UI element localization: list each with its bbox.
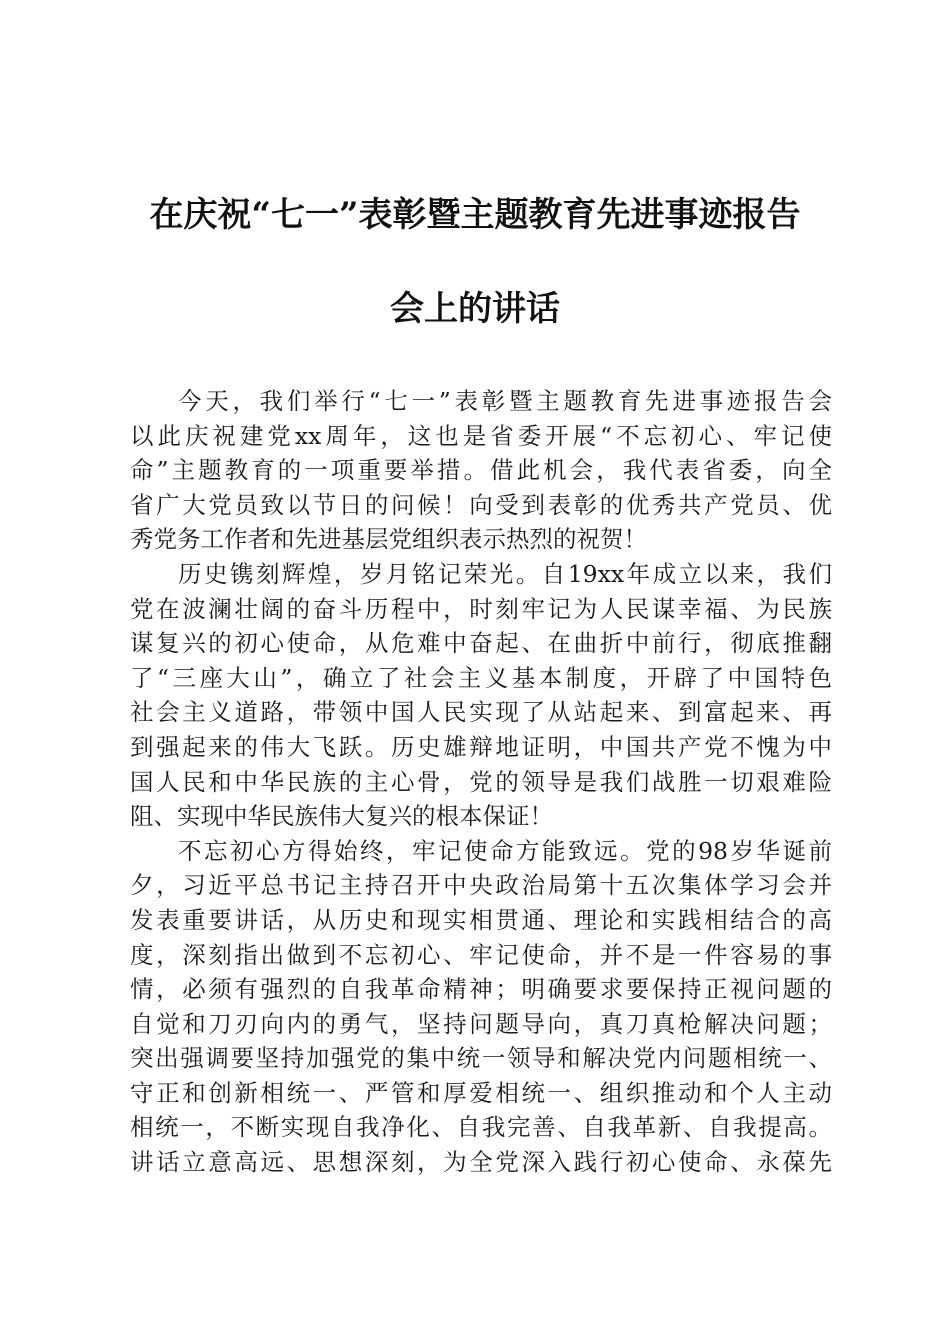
paragraph-line: 了“三座大山”，确立了社会主义基本制度，开辟了中国特色 [130, 663, 832, 692]
paragraph-line: 讲话立意高远、思想深刻，为全党深入践行初心使命、永葆先 [130, 1148, 832, 1177]
paragraph-line: 阻、实现中华民族伟大复兴的根本保证！ [130, 802, 553, 831]
paragraph-line: 今天，我们举行“七一”表彰暨主题教育先进事迹报告会 [178, 387, 832, 415]
paragraph-line: 谋复兴的初心使命，从危难中奋起、在曲折中前行，彻底推翻 [130, 629, 832, 658]
paragraph-line: 社会主义道路，带领中国人民实现了从站起来、到富起来、再 [130, 698, 832, 727]
document-body [130, 384, 832, 1180]
paragraph-line: 不忘初心方得始终，牢记使命方能致远。党的98岁华诞前 [178, 836, 832, 865]
paragraph-line: 党在波澜壮阔的奋斗历程中，时刻牢记为人民谋幸福、为民族 [130, 594, 832, 623]
paragraph-line: 相统一，不断实现自我净化、自我完善、自我革新、自我提高。 [130, 1113, 832, 1142]
paragraph-line: 自觉和刀刃向内的勇气，坚持问题导向，真刀真枪解决问题； [130, 1009, 832, 1038]
paragraph-line: 夕，习近平总书记主持召开中央政治局第十五次集体学习会并 [130, 871, 832, 900]
paragraph-line: 国人民和中华民族的主心骨，党的领导是我们战胜一切艰难险 [130, 767, 832, 796]
paragraph-line: 度，深刻指出做到不忘初心、牢记使命，并不是一件容易的事 [130, 940, 832, 969]
title-line-1: 在庆祝“七一”表彰暨主题教育先进事迹报告 [149, 195, 801, 235]
paragraph-line: 秀党务工作者和先进基层党组织表示热烈的祝贺！ [130, 525, 647, 554]
paragraph-3 [130, 834, 832, 1180]
paragraph-line: 命”主题教育的一项重要举措。借此机会，我代表省委，向全 [130, 456, 832, 485]
document-title [110, 190, 840, 378]
paragraph-line: 突出强调要坚持加强党的集中统一领导和解决党内问题相统一、 [130, 1044, 832, 1073]
paragraph-line: 情，必须有强烈的自我革命精神；明确要求要保持正视问题的 [130, 975, 832, 1004]
paragraph-line: 守正和创新相统一、严管和厚爱相统一、组织推动和个人主动 [130, 1078, 832, 1107]
paragraph-line: 历史镌刻辉煌，岁月铭记荣光。自19xx年成立以来，我们 [178, 559, 832, 588]
paragraph-line: 以此庆祝建党xx周年，这也是省委开展“不忘初心、牢记使 [130, 421, 832, 450]
paragraph-1 [130, 384, 832, 557]
title-line-2: 会上的讲话 [390, 289, 560, 329]
paragraph-line: 省广大党员致以节日的问候！向受到表彰的优秀共产党员、优 [130, 490, 832, 519]
paragraph-2 [130, 557, 832, 834]
paragraph-line: 发表重要讲话，从历史和现实相贯通、理论和实践相结合的高 [130, 905, 832, 934]
paragraph-line: 到强起来的伟大飞跃。历史雄辩地证明，中国共产党不愧为中 [130, 732, 832, 761]
